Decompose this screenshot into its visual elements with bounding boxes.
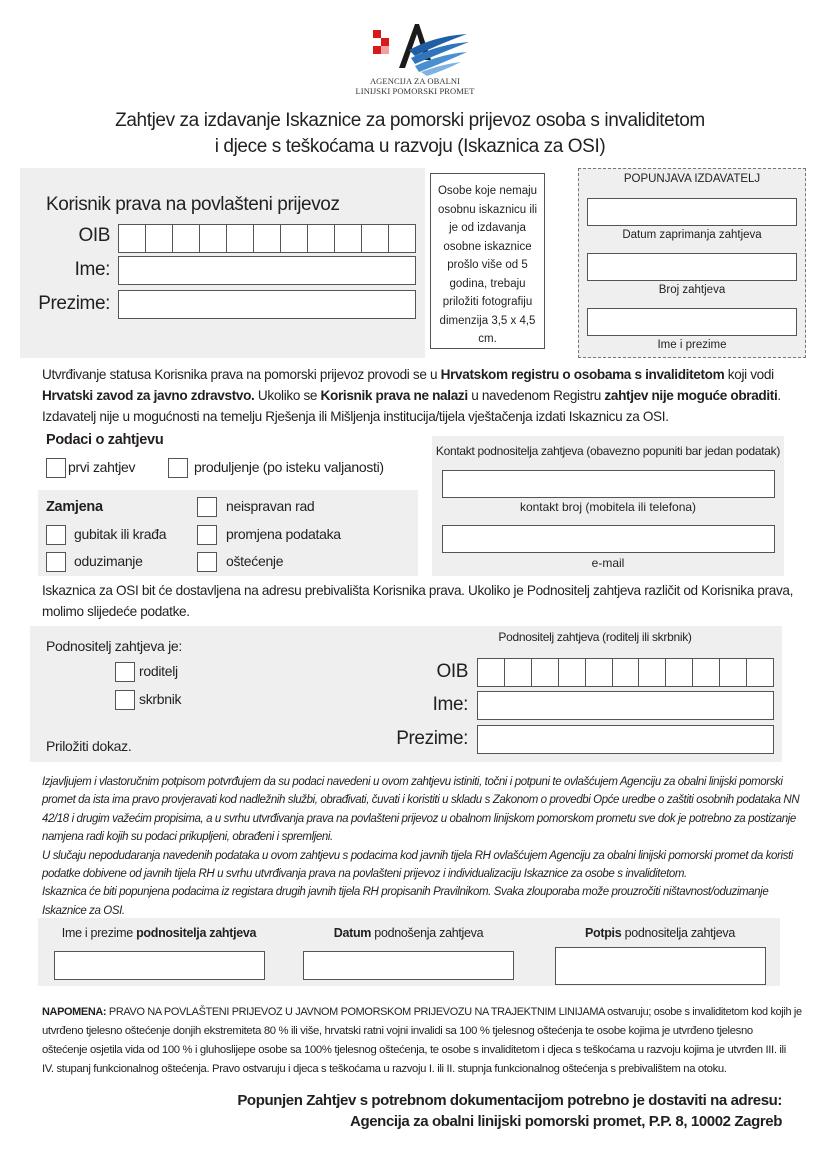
- oib-digit-box[interactable]: [362, 224, 389, 253]
- malfunction-label: neispravan rad: [226, 498, 315, 514]
- beneficiary-section: [20, 168, 425, 358]
- replacement-heading: Zamjena: [46, 499, 103, 515]
- applicant-first-name-input[interactable]: [477, 691, 774, 720]
- emphasis: Korisnik prava ne nalazi: [320, 388, 468, 403]
- signature-field[interactable]: [555, 947, 766, 985]
- beneficiary-heading: Korisnik prava na povlašteni prijevoz: [46, 194, 340, 215]
- loss-theft-checkbox[interactable]: [46, 525, 66, 545]
- first-request-checkbox[interactable]: [46, 458, 66, 478]
- oib-digit-box[interactable]: [335, 224, 362, 253]
- attach-proof-note: Priložiti dokaz.: [46, 738, 132, 754]
- note-line: PRAVO NA POVLAŠTENI PRIJEVOZ U JAVNOM POMORSKOM PRIJEVOZU NA TRAJEKTNIM LINIJAMA ostvaruju; osobe s invaliditetom kod kojih je: [106, 1006, 802, 1018]
- applicant-last-name-input[interactable]: [477, 725, 774, 754]
- note-line: utvrđeno tjelesno oštećenje donjih ekstremiteta 80 % ili više, hrvatski ratni vojni invalidi sa 100 % tjelesnog oštećenja te osobe kojima je utvrđeno tjelesno: [42, 1025, 753, 1037]
- oib-digit-box[interactable]: [532, 658, 559, 687]
- revocation-checkbox[interactable]: [46, 552, 66, 572]
- oib-digit-box[interactable]: [747, 658, 774, 687]
- issuer-section: [578, 168, 806, 358]
- contact-heading: Kontakt podnositelja zahtjeva (obavezno popuniti bar jedan podatak): [435, 444, 781, 458]
- submission-date-caption: [303, 926, 514, 940]
- beneficiary-last-name-input[interactable]: [118, 290, 416, 319]
- applicant-oib-label: OIB: [436, 661, 468, 682]
- institute-name: Hrvatski zavod za javno zdravstvo.: [42, 388, 255, 403]
- text: Ukoliko se: [254, 388, 321, 403]
- issuer-name-input[interactable]: [587, 308, 797, 336]
- text: podnošenja zahtjeva: [371, 926, 484, 940]
- first-request-label: prvi zahtjev: [68, 459, 136, 475]
- text: podnositelja zahtjeva: [621, 926, 736, 940]
- declaration-line: namjena radi kojih su podaci prikupljeni, obrađeni i spremljeni.: [42, 831, 333, 844]
- agency-address: Agencija za obalni linijski pomorski promet, P.P. 8, 10002 Zagreb: [350, 1113, 782, 1130]
- revocation-label: oduzimanje: [74, 553, 143, 569]
- damage-checkbox[interactable]: [197, 552, 217, 572]
- text: koji vodi: [724, 367, 774, 382]
- ship-emblem-icon: [355, 20, 475, 78]
- note-line: IV. stupanj funkcionalnog oštećenja. Pravo ostvaruju i djeca s teškoćama u razvoju I. ili II. stupnja funkcionalnog oštećenja s prebivalištem na otoku.: [42, 1063, 727, 1075]
- oib-digit-box[interactable]: [281, 224, 308, 253]
- note-text: [42, 1003, 802, 1079]
- note-label: NAPOMENA:: [42, 1006, 107, 1018]
- damage-label: oštećenje: [226, 553, 284, 569]
- data-change-label: promjena podataka: [226, 526, 341, 542]
- text: podnositelja zahtjeva: [136, 926, 257, 940]
- applicant-first-name-label: Ime:: [432, 694, 468, 715]
- email-label: e-mail: [591, 556, 625, 570]
- signature-section: [38, 918, 780, 986]
- applicant-question: Podnositelj zahtjeva je:: [46, 638, 182, 654]
- request-data-heading: Podaci o zahtjevu: [46, 432, 164, 448]
- photo-instructions: Osobe koje nemaju osobnu iskaznicu ili je od izdavanja osobne iskaznice prošlo više od 5 godina, trebaju priložiti fotografiju dimenzija 3,5 x 4,5 cm.: [437, 185, 538, 345]
- declaration-line: Iskaznice za OSI.: [42, 904, 125, 917]
- oib-digit-box[interactable]: [389, 224, 416, 253]
- photo-placeholder[interactable]: [430, 173, 545, 349]
- oib-digit-box[interactable]: [693, 658, 720, 687]
- text: Datum: [333, 926, 372, 940]
- note-line: oštećenje osjetila vida od 100 % i gluhoslijepe osobe sa 100% tjelesnog oštećenja, te osobe s invaliditetom i djeca s teškoćama u razvoju kojima je utvrđen III. ili: [42, 1044, 786, 1056]
- applicant-oib-input[interactable]: [477, 658, 774, 687]
- malfunction-checkbox[interactable]: [197, 497, 217, 517]
- declaration-line: Iskaznica će biti popunjena podacima iz registara drugih javnih tijela RH propisanih Pravilnikom. Svaka zlouporaba može prouzročiti ništavnost/oduzimanje: [42, 886, 769, 899]
- applicant-name-caption: [54, 926, 264, 940]
- signature-caption: [555, 926, 765, 940]
- last-name-label: Prezime:: [38, 293, 110, 314]
- oib-digit-box[interactable]: [639, 658, 666, 687]
- text: .: [777, 388, 781, 403]
- issuer-name-label: Ime i prezime: [657, 339, 727, 351]
- declaration-line: U slučaju nepodudaranja navedenih podataka u ovom zahtjevu s podacima kod javnih tijela RH ovlašćujem Agenciju za obalni linijski pomorski promet da koristi: [42, 849, 793, 862]
- renewal-checkbox[interactable]: [168, 458, 188, 478]
- contact-section: [432, 436, 784, 576]
- text: Potpis: [584, 926, 622, 940]
- oib-digit-box[interactable]: [146, 224, 173, 253]
- declaration-line: Izjavljujem i vlastoručnim potpisom potvrđujem da su podaci navedeni u ovom zahtjevu istiniti, točni i potpuni te ovlašćujem Agenciju za obalni linijski pomorski: [42, 776, 783, 788]
- declaration-line: promet da ista ima pravo provjeravati kod nadležnih službi, obrađivati, čuvati i koristiti u skladu s Zakonom o provedbi Opće uredbe o zaštiti osobnih podataka NN: [42, 794, 800, 807]
- receipt-date-label: Datum zaprimanja zahtjeva: [622, 229, 762, 241]
- submission-date-input[interactable]: [303, 951, 514, 980]
- submission-instruction: Popunjen Zahtjev s potrebnom dokumentacijom potrebno je dostaviti na adresu:: [237, 1092, 782, 1109]
- form-title-line1: Zahtjev za izdavanje Iskaznice za pomorski prijevoz osoba s invaliditetom: [115, 110, 705, 131]
- data-change-checkbox[interactable]: [197, 525, 217, 545]
- beneficiary-first-name-input[interactable]: [118, 256, 416, 285]
- oib-digit-box[interactable]: [666, 658, 693, 687]
- oib-digit-box[interactable]: [505, 658, 532, 687]
- oib-digit-box[interactable]: [477, 658, 505, 687]
- declaration-line: 42/18 i drugim važećim propisima, a u svrhu utvrđivanja prava na povlašteni prijevoz u obalnom linijskom pomorskom prometu sve dok je potrebno za postizanje: [42, 812, 796, 825]
- emphasis: zahtjev nije moguće obraditi: [604, 388, 778, 403]
- email-input[interactable]: [442, 525, 775, 553]
- phone-label: kontakt broj (mobitela ili telefona): [519, 500, 697, 514]
- oib-digit-box[interactable]: [613, 658, 640, 687]
- declaration-text: [42, 773, 802, 920]
- phone-input[interactable]: [442, 470, 775, 498]
- oib-digit-box[interactable]: [173, 224, 200, 253]
- beneficiary-oib-input[interactable]: [118, 224, 416, 253]
- issuer-heading: POPUNJAVA IZDAVATELJ: [623, 173, 761, 185]
- oib-digit-box[interactable]: [118, 224, 146, 253]
- receipt-date-input[interactable]: [587, 198, 797, 226]
- oib-label: OIB: [78, 225, 110, 246]
- text: Izdavatelj nije u mogućnosti na temelju Rješenja ili Mišljenja institucija/tijela vještačenja izdati Iskaznicu za OSI.: [42, 409, 669, 424]
- guardian-checkbox[interactable]: [115, 690, 135, 710]
- request-number-input[interactable]: [587, 253, 797, 281]
- agency-logo: [355, 20, 475, 100]
- oib-digit-box[interactable]: [586, 658, 613, 687]
- agency-name-line2: LINIJSKI POMORSKI PROMET: [355, 86, 475, 96]
- form-title: [0, 108, 820, 160]
- registry-name: Hrvatskom registru o osobama s invaliditetom: [440, 367, 725, 382]
- applicant-full-name-input[interactable]: [54, 951, 265, 980]
- renewal-label: produljenje (po isteku valjanosti): [194, 459, 384, 475]
- request-number-label: Broj zahtjeva: [658, 284, 726, 296]
- agency-name-line1: AGENCIJA ZA OBALNI: [369, 76, 461, 86]
- oib-digit-box[interactable]: [254, 224, 281, 253]
- oib-digit-box[interactable]: [200, 224, 227, 253]
- oib-digit-box[interactable]: [720, 658, 747, 687]
- text: Ime i prezime: [61, 926, 137, 940]
- text: u navedenom Registru: [467, 388, 605, 403]
- oib-digit-box[interactable]: [227, 224, 254, 253]
- oib-digit-box[interactable]: [308, 224, 335, 253]
- applicant-subheading: Podnositelj zahtjeva (roditelj ili skrbnik): [498, 630, 692, 644]
- declaration-line: podatke dobivene od javnih tijela RH u svrhu utvrđivanja prava na povlašteni prijevoz i individualizaciju Iskaznice za osobe s invaliditetom.: [42, 868, 687, 881]
- applicant-last-name-label: Prezime:: [396, 728, 468, 749]
- guardian-label: skrbnik: [139, 691, 182, 707]
- loss-theft-label: gubitak ili krađa: [74, 526, 167, 542]
- oib-digit-box[interactable]: [559, 658, 586, 687]
- status-paragraph: [42, 364, 802, 427]
- form-title-line2: i djece s teškoćama u razvoju (Iskaznica za OSI): [214, 136, 606, 157]
- text: Utvrđivanje statusa Korisnika prava na pomorski prijevoz provodi se u: [42, 367, 441, 382]
- submission-address: [200, 1090, 782, 1132]
- parent-label: roditelj: [139, 663, 178, 679]
- parent-checkbox[interactable]: [115, 662, 135, 682]
- first-name-label: Ime:: [74, 259, 110, 280]
- delivery-paragraph: Iskaznica za OSI bit će dostavljena na adresu prebivališta Korisnika prava. Ukoliko je Podnositelj zahtjeva različit od Korisnika prava, molimo slijedeće podatke.: [42, 583, 794, 619]
